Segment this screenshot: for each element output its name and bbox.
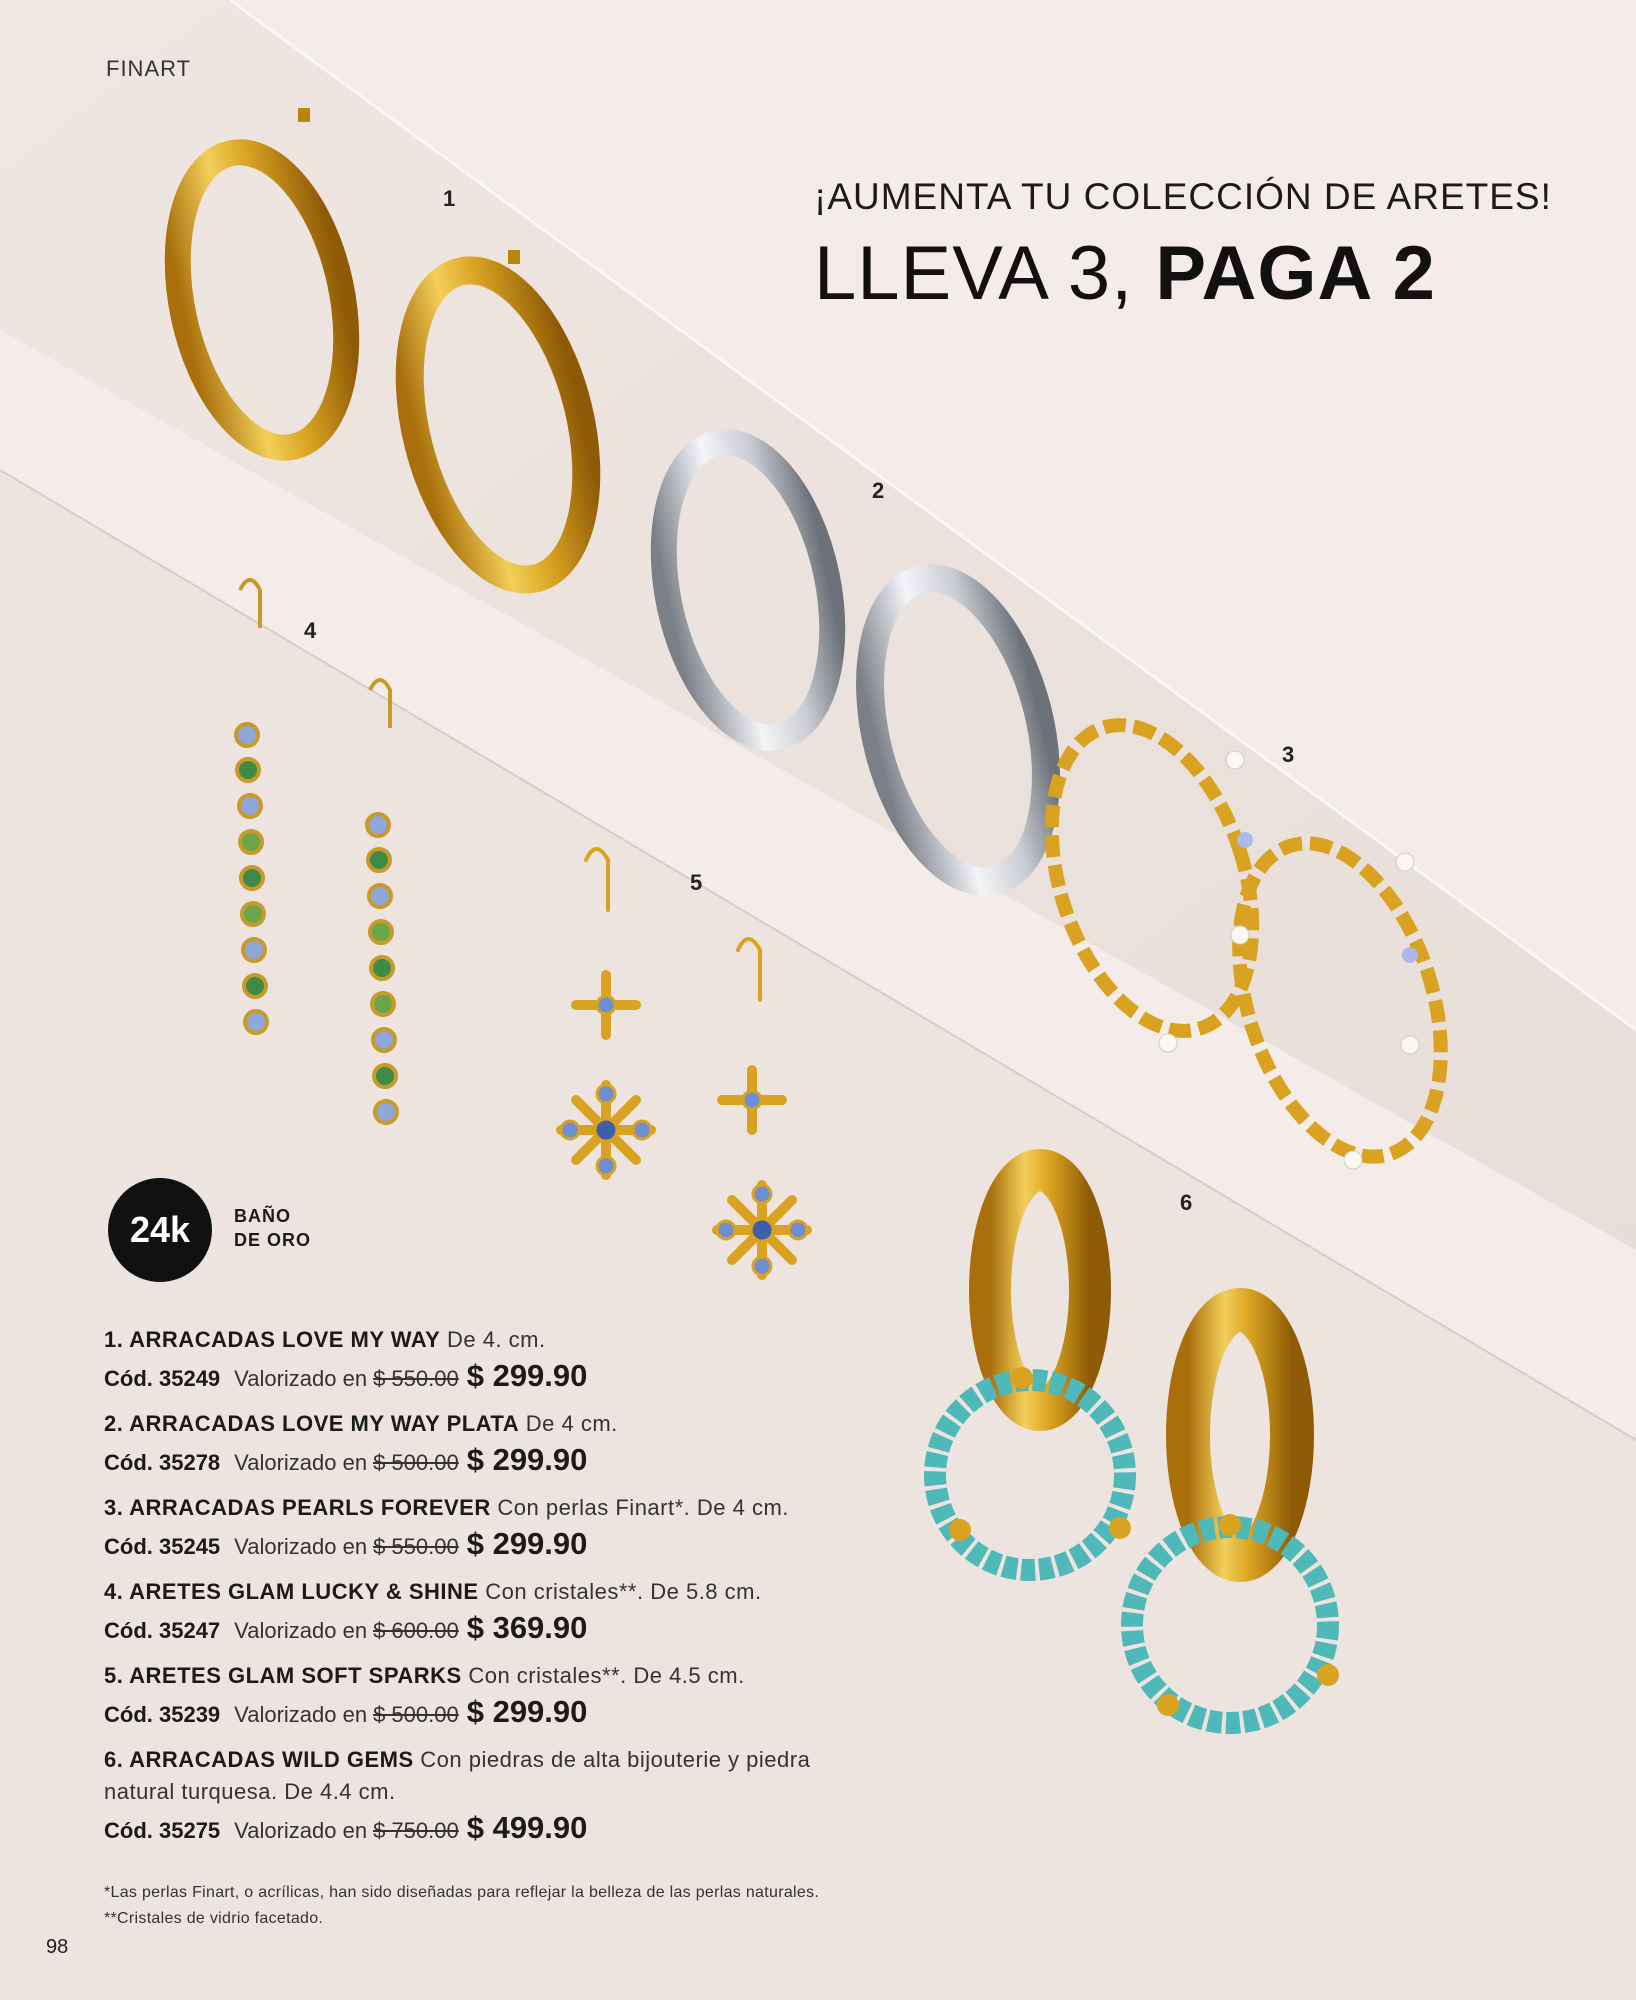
product-price: $ 499.90: [466, 1810, 588, 1845]
product-code: Cód. 35249: [104, 1366, 221, 1391]
product-name: 5. ARETES GLAM SOFT SPARKS: [104, 1663, 462, 1688]
product-price: $ 299.90: [466, 1358, 588, 1393]
valued-label: Valorizado en: [234, 1818, 368, 1843]
headline-offer-light: LLEVA 3,: [814, 231, 1156, 316]
old-price: $ 750.00: [373, 1818, 459, 1843]
photo-label-3: 3: [1282, 742, 1295, 767]
earring-2-silver-hoops: [639, 427, 1076, 901]
valued-label: Valorizado en: [234, 1618, 368, 1643]
earring-4-crystal-drops: [236, 580, 397, 1123]
brand-logo: FINART: [106, 56, 192, 81]
footnotes: [104, 1880, 819, 1932]
product-code: Cód. 35239: [104, 1702, 221, 1727]
headline-subtitle: ¡AUMENTA TU COLECCIÓN DE ARETES!: [814, 176, 1552, 217]
product-code: Cód. 35278: [104, 1450, 221, 1475]
product-item: [104, 1660, 924, 1735]
product-price: $ 299.90: [466, 1442, 588, 1477]
product-description: Con piedras de alta bijouterie y piedra natural turquesa. De 4.4 cm.: [104, 1747, 811, 1804]
product-description: De 4 cm.: [525, 1411, 618, 1436]
product-item: [104, 1576, 924, 1651]
product-list: [104, 1324, 924, 1860]
photo-label-5: 5: [690, 870, 703, 895]
gold-plating-text: [234, 1204, 354, 1252]
product-description: Con perlas Finart*. De 4 cm.: [497, 1495, 789, 1520]
product-description: De 4. cm.: [446, 1327, 546, 1352]
product-name: 3. ARRACADAS PEARLS FOREVER: [104, 1495, 491, 1520]
product-code: Cód. 35247: [104, 1618, 221, 1643]
product-code: Cód. 35245: [104, 1534, 221, 1559]
valued-label: Valorizado en: [234, 1534, 368, 1559]
product-name: 4. ARETES GLAM LUCKY & SHINE: [104, 1579, 479, 1604]
photo-label-1: 1: [443, 186, 456, 211]
product-price: $ 299.90: [466, 1694, 588, 1729]
product-price: $ 299.90: [466, 1526, 588, 1561]
valued-label: Valorizado en: [234, 1366, 368, 1391]
footnote-crystals: **Cristales de vidrio facetado.: [104, 1910, 324, 1927]
product-name: 1. ARRACADAS LOVE MY WAY: [104, 1327, 441, 1352]
product-price: $ 369.90: [466, 1610, 588, 1645]
product-description: Con cristales**. De 4.5 cm.: [468, 1663, 745, 1688]
old-price: $ 550.00: [373, 1534, 459, 1559]
product-item: [104, 1744, 924, 1851]
valued-label: Valorizado en: [234, 1702, 368, 1727]
earring-5-flower-drops: [561, 849, 807, 1275]
old-price: $ 500.00: [373, 1702, 459, 1727]
old-price: $ 500.00: [373, 1450, 459, 1475]
product-code: Cód. 35275: [104, 1818, 221, 1843]
gold-plating-badge: 24k: [108, 1178, 212, 1282]
headline-offer-bold: PAGA 2: [1155, 231, 1436, 316]
old-price: $ 600.00: [373, 1618, 459, 1643]
product-description: Con cristales**. De 5.8 cm.: [485, 1579, 762, 1604]
photo-label-2: 2: [872, 478, 885, 503]
page-number: 98: [46, 1936, 69, 1958]
product-item: [104, 1408, 924, 1483]
product-item: [104, 1492, 924, 1567]
gold-plating-text-line1: BAÑO: [234, 1206, 291, 1226]
earring-3-pearl-chain-hoops: [1016, 699, 1478, 1182]
earring-1-gold-hoops: [153, 108, 616, 598]
product-name: 6. ARRACADAS WILD GEMS: [104, 1747, 414, 1772]
earring-6-turquoise-hoops: [935, 1170, 1339, 1723]
product-item: [104, 1324, 924, 1399]
old-price: $ 550.00: [373, 1366, 459, 1391]
valued-label: Valorizado en: [234, 1450, 368, 1475]
photo-label-4: 4: [304, 618, 317, 643]
gold-plating-text-line2: DE ORO: [234, 1230, 312, 1250]
photo-label-6: 6: [1180, 1190, 1193, 1215]
product-name: 2. ARRACADAS LOVE MY WAY PLATA: [104, 1411, 520, 1436]
footnote-pearls: *Las perlas Finart, o acrílicas, han sido diseñadas para reflejar la belleza de las perlas naturales.: [104, 1884, 820, 1901]
